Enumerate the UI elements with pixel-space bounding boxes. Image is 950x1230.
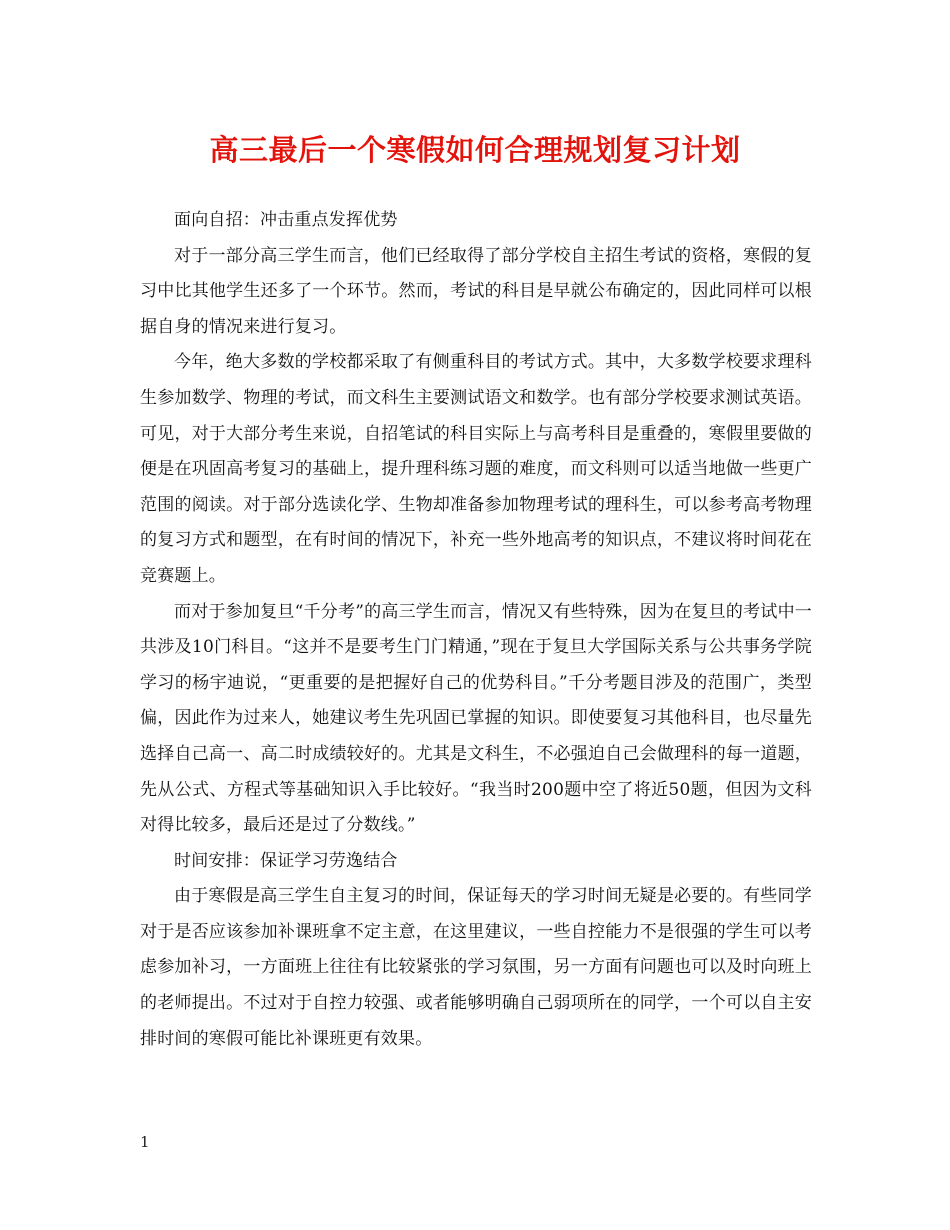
section-heading-self-enrollment: 面向自招：冲击重点发挥优势: [174, 210, 398, 230]
page-number: 1: [140, 1133, 150, 1151]
document-body: [140, 203, 812, 1057]
paragraph: 而对于参加复旦“千分考”的高三学生而言，情况又有些特殊，因为在复旦的考试中一共涉及10门科目。“这并不是要考生门门精通，”现在于复旦大学国际关系与公共事务学院学习的杨宇迪说，“更重要的是把握好自己的优势科目。”千分考题目涉及的范围广，类型偏，因此作为过来人，她建议考生先巩固已掌握的知识。即使要复习其他科目，也尽量先选择自己高一、高二时成绩较好的。尤其是文科生，不必强迫自己会做理科的每一道题，先从公式、方程式等基础知识入手比较好。“我当时200题中空了将近50题，但因为文科对得比较多，最后还是过了分数线。”: [140, 601, 813, 836]
section-heading-time-arrangement: 时间安排：保证学习劳逸结合: [174, 850, 398, 871]
paragraph: 今年，绝大多数的学校都采取了有侧重科目的考试方式。其中，大多数学校要求理科生参加数学、物理的考试，而文科生主要测试语文和数学。也有部分学校要求测试英语。可见，对于大部分考生来说，自招笔试的科目实际上与高考科目是重叠的，寒假里要做的便是在巩固高考复习的基础上，提升理科练习题的难度，而文科则可以适当地做一些更广范围的阅读。对于部分选读化学、生物却准备参加物理考试的理科生，可以参考高考物理的复习方式和题型，在有时间的情况下，补充一些外地高考的知识点，不建议将时间花在竞赛题上。: [140, 352, 812, 586]
paragraph: 对于一部分高三学生而言，他们已经取得了部分学校自主招生考试的资格，寒假的复习中比其他学生还多了一个环节。然而，考试的科目是早就公布确定的，因此同样可以根据自身的情况来进行复习。: [140, 245, 812, 337]
paragraph: 由于寒假是高三学生自主复习的时间，保证每天的学习时间无疑是必要的。有些同学对于是否应该参加补课班拿不定主意，在这里建议，一些自控能力不是很强的学生可以考虑参加补习，一方面班上往往有比较紧张的学习氛围，另一方面有问题也可以及时向班上的老师提出。不过对于自控力较强、或者能够明确自己弱项所在的同学，一个可以自主安排时间的寒假可能比补课班更有效果。: [140, 886, 812, 1049]
document-title: 高三最后一个寒假如何合理规划复习计划: [209, 133, 741, 167]
